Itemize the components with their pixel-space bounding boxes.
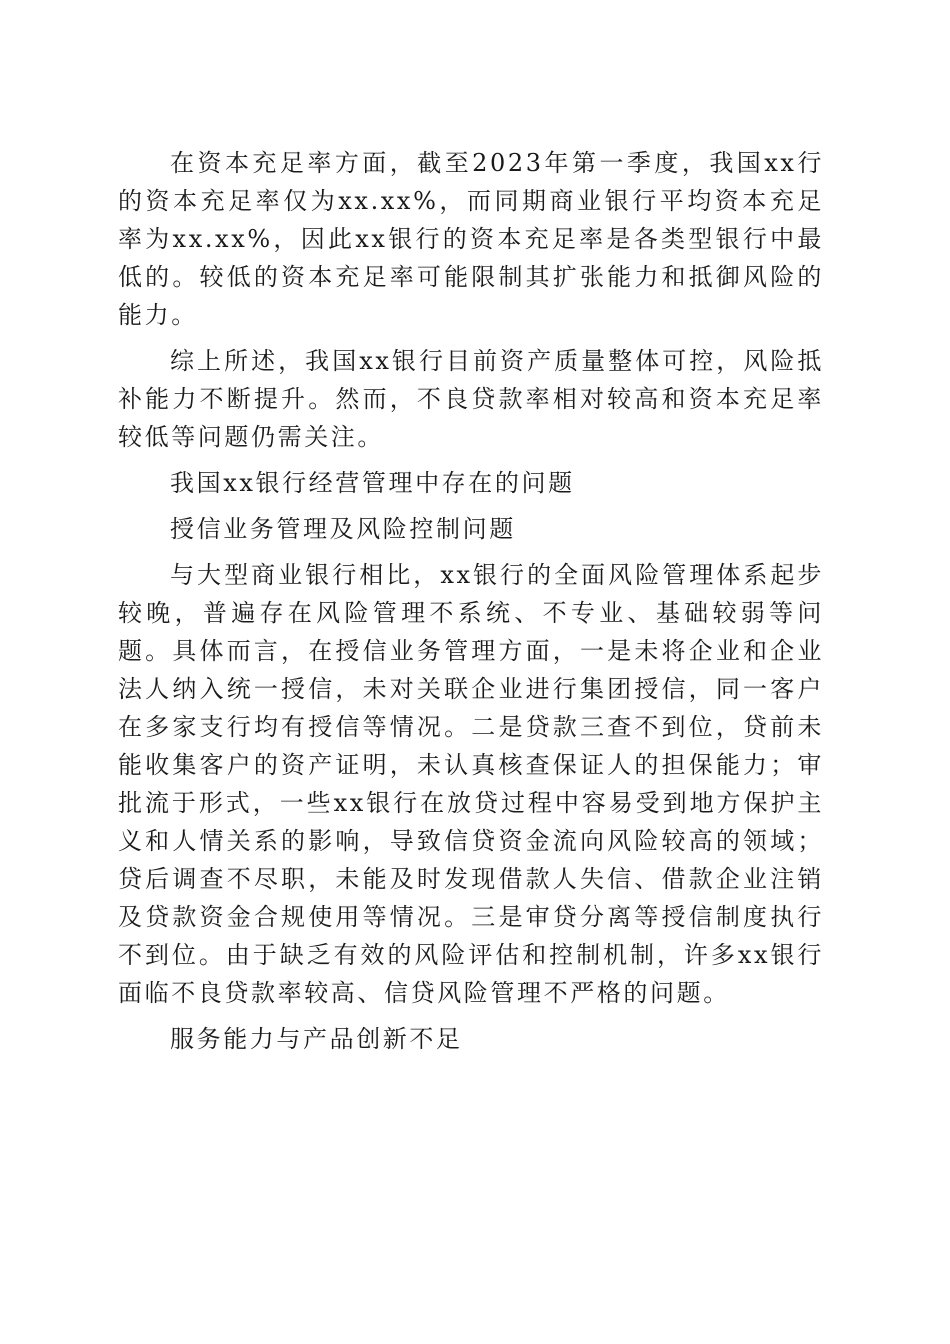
paragraph-credit-risk: 与大型商业银行相比，xx银行的全面风险管理体系起步较晚，普遍存在风险管理不系统、不专业、基础较弱等问题。具体而言，在授信业务管理方面，一是未将企业和企业法人纳入统一授信，未对关联企业进行集团授信，同一客户在多家支行均有授信等情况。二是贷款三查不到位，贷前未能收集客户的资产证明，未认真核查保证人的担保能力；审批流于形式，一些xx银行在放贷过程中容易受到地方保护主义和人情关系的影响，导致信贷资金流向风险较高的领域；贷后调查不尽职，未能及时发现借款人失信、借款企业注销及贷款资金合规使用等情况。三是审贷分离等授信制度执行不到位。由于缺乏有效的风险评估和控制机制，许多xx银行面临不良贷款率较高、信贷风险管理不严格的问题。 <box>118 561 824 1007</box>
subsection-heading-credit-risk: 授信业务管理及风险控制问题 <box>170 515 516 543</box>
paragraph-capital-adequacy: 在资本充足率方面，截至2023年第一季度，我国xx行的资本充足率仅为xx.xx%，而同期商业银行平均资本充足率为xx.xx%，因此xx银行的资本充足率是各类型银行中最低的。较低的资本充足率可能限制其扩张能力和抵御风险的能力。 <box>118 149 824 329</box>
paragraph-summary: 综上所述，我国xx银行目前资产质量整体可控，风险抵补能力不断提升。然而，不良贷款率相对较高和资本充足率较低等问题仍需关注。 <box>118 347 824 451</box>
section-heading-problems: 我国xx银行经营管理中存在的问题 <box>170 469 575 497</box>
document-page <box>118 144 824 1066</box>
subsection-heading-service-innovation: 服务能力与产品创新不足 <box>170 1025 463 1053</box>
